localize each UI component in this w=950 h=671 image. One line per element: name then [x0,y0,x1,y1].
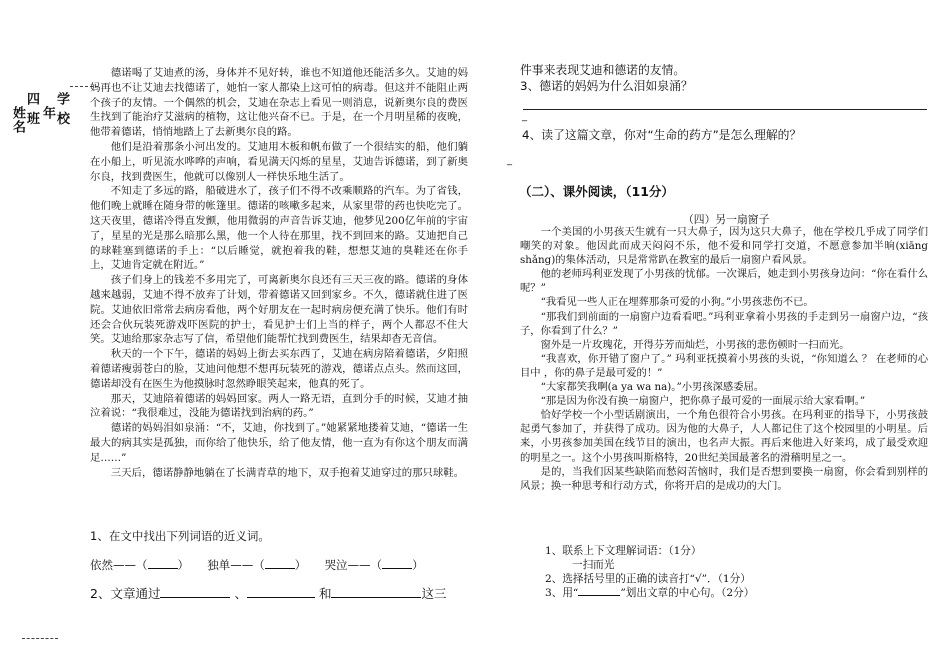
question-4: 4、读了这篇文章，你对“生命的药方”是怎么理解的？ [522,128,802,142]
question-2 [90,584,446,602]
answer-blank[interactable] [265,568,295,569]
word-3-close: ） [412,558,424,572]
story-paragraph: “我喜欢，你开错了窗户了。” 玛利亚抚摸着小男孩的头说，“你知道么 ？ 在老师的心目中 ，你的鼻子是最可爱的！” [520,352,928,379]
student-info-margin [10,92,70,152]
story-paragraph: 他的老师玛利亚发现了小男孩的忧郁。一次课后，她走到小男孩身边问：“你在看什么呢？” [520,268,928,295]
word-2: 独单——（ [207,558,265,572]
story-paragraph: “大家都笑我啊(a ya wa na)。”小男孩深感委屈。 [540,381,765,394]
sub-question-3-a: 3、用“ [545,587,579,599]
class-label: 四 班 [24,92,39,126]
answer-blank[interactable] [247,597,315,598]
question-3: 3、德诺的妈妈为什么泪如泉涌？ [520,79,693,93]
passage-paragraph: 不知走了多远的路，船破进水了，孩子们不得不改乘顺路的汽车。为了省钱，他们晚上就睡在随身带的帐篷里。德诺的咳嗽多起来，从家里带的药也快吃完了。这天夜里，德诺冷得直发颤，他用微弱的声音告诉艾迪，他梦见200亿年前的宇宙了，星星的光是那么暗那么黑，他一个人待在那里，找不到回来的路。艾迪把自己的球鞋塞到德诺的手上：“以后睡觉，就抱着我的鞋，想想艾迪的臭鞋还在你手上，艾迪肯定就在附近。” [90,185,468,272]
answer-line[interactable] [523,109,927,110]
sub-question-3-b: ”划出文章的中心句。（2分） [620,587,755,599]
story-paragraph: 恰好学校一个小型话剧演出，一个角色很符合小男孩。在玛利亚的指导下，小男孩鼓起勇气参加了，并获得了成功。因为他的大鼻子，人人都记住了这个校园里的小明星。后来，小男孩参加美国在线节目的演出，也名声大振。再后来他进入好莱坞，成了最受欢迎的明星之一。这个小男孩叫斯格特，20世纪美国最著名的滑稽明星之一。 [520,409,928,464]
answer-blank[interactable] [160,597,230,598]
sub-question-3 [545,585,754,600]
sub-question-1: 1、联系上下文理解词语：（1分） [545,545,702,557]
q2-text-a: 2、文章通过 [90,586,161,601]
q2-text-b: 、 [234,586,247,601]
word-1: 依然——（ [90,558,148,572]
question-1-words [90,557,424,573]
story-paragraph: 是的，当我们因某些缺陷而愁闷苦恼时，我们是否想到要换一扇窗，你会看到别样的风景；换一种思考和行动方式，你将开启的是成功的大门。 [520,465,928,492]
section-heading: （二）、课外阅读，（11分） [519,184,674,199]
word-3: 哭泣——（ [324,558,383,572]
reading-passage [90,66,468,480]
passage-paragraph: 三天后，德诺静静地躺在了长满青草的地下，双手抱着艾迪穿过的那只球鞋。 [110,466,465,479]
word-1-close: ） [177,558,189,572]
story-paragraph: “那是因为你没有换一扇窗户，把你鼻子最可爱的一面展示给大家看啊。” [540,395,866,408]
answer-blank[interactable] [331,597,421,598]
q2-text-d: 这三 [421,586,447,601]
story-paragraph: “我看见一些人正在埋葬那条可爱的小狗。”小男孩悲伤不已。 [540,296,814,309]
dash-mark: _ [507,155,512,166]
answer-blank[interactable] [382,568,412,569]
story-text [520,225,928,493]
passage-paragraph: 德诺的妈妈泪如泉涌：“不，艾迪，你找到了。”她紧紧地搂着艾迪，“德诺一生最大的病其实是孤独，而你给了他快乐，给了他友情，他一直为有你这个朋友而满足……” [90,422,468,464]
passage-paragraph: 德诺喝了艾迪煮的汤，身体并不见好转，谁也不知道他还能活多久。艾迪的妈妈再也不让艾迪去找德诺了，她怕一家人都染上这可怕的病毒。但这并不能阻止两个孩子的友情。一个偶然的机会，艾迪在杂志上看见一则消息，说新奥尔良的费医生找到了能治疗艾滋病的植物，这让他兴奋不已。于是，在一个月明星稀的夜晚，他带着德诺，悄悄地踏上了去新奥尔良的路。 [90,67,468,139]
passage-paragraph: 那天，艾迪陪着德诺的妈妈回家。两人一路无语，直到分手的时候，艾迪才抽泣着说：“我很难过，没能为德诺找到治病的药。” [90,392,468,420]
word-2-close: ） [294,558,307,572]
school-label: 学 校 [54,92,69,126]
story-paragraph: 一个美国的小男孩天生就有一只大鼻子，因为这只大鼻子，他在学校几乎成了同学们嘲笑的对象。他因此而成天闷闷不乐，他不爱和同学打交道，不愿意参加半晌(xiāng shǎng)的集体活动，只是常常趴在教室的最后一扇窗户看风景。 [520,226,928,267]
name-label: 姓名 [10,106,25,134]
answer-blank[interactable] [148,568,178,569]
passage-paragraph: 孩子们身上的钱差不多用完了，可离新奥尔良还有三天三夜的路。德诺的身体越来越弱，艾迪不得不放弃了计划，带着德诺又回到家乡。不久，德诺就住进了医院。艾迪依旧常常去病房看他，两个好朋友在一起时病房便充满了快乐。他们有时还会合伙玩装死游戏吓医院的护士，看见护士们上当的样子，两个人都忍不住大笑。艾迪给那家杂志写了信，希望他们能帮忙找到费医生，结果却杳无音信。 [90,274,468,346]
dash-mark: _ [522,111,527,122]
bottom-dash-line [22,638,58,639]
sub-question-1-word: 一扫而光 [572,559,615,571]
underline-sample [578,595,620,596]
right-column [520,62,930,94]
question-1: 1、在文中找出下列词语的近义词。 [90,529,270,543]
q2-text-c: 和 [318,586,332,601]
passage-paragraph: 秋天的一个下午，德诺的妈妈上街去买东西了，艾迪在病房陪着德诺，夕阳照着德诺瘦弱苍白的脸，艾迪问他想不想再玩装死的游戏，德诺点点头。然而这回，德诺却没有在医生为他摸脉时忽然睁眼笑起来，他真的死了。 [90,348,468,390]
story-paragraph: “那我们到前面的一扇窗户边看看吧。”玛利亚拿着小男孩的手走到另一扇窗户边，“孩子，你看到了什么？” [520,310,928,337]
grade-label: 年 [40,106,55,120]
q2-continuation: 件事来表现艾迪和德诺的友情。 [520,63,686,77]
story-title: （四）另一扇窗子 [683,213,770,226]
passage-paragraph: 他们是沿着那条小河出发的。艾迪用木板和帆布做了一个很结实的船，他们躺在小船上，听见流水哗哗的声响，看见满天闪烁的星星，艾迪告诉德诺，到了新奥尔良，找到费医生，他就可以像别人一样快乐地生活了。 [90,140,468,183]
story-paragraph: 窗外是一片玫瑰花，开得芬芳而灿烂，小男孩的悲伤顿时一扫而光。 [540,338,850,351]
sub-question-2: 2、选择括号里的正确的读音打“√”．（1分） [545,573,751,585]
